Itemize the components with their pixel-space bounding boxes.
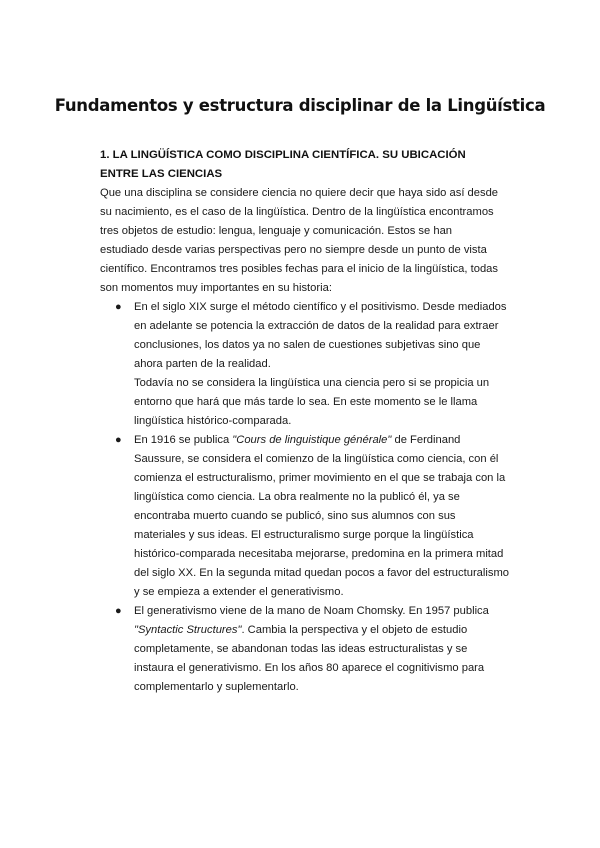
intro-paragraph: Que una disciplina se considere ciencia no quiere decir que haya sido así desde su nacimiento, es el caso de la lingüística. Dentro de la lingüística encontramos tres objetos de estudio: lengua, lenguaje y comunicación. Estos se han estudiado desde varias perspectivas pero no siempre desde un punto de vista científico. Encontramos tres posibles fechas para el inicio de la lingüística, todas son momentos muy importantes en su historia: (100, 187, 499, 294)
bullet-text: de Ferdinand Saussure, se considera el comienzo de la lingüística como ciencia, con él comienza el estructuralismo, primer movimiento en el que se trabaja con la lingüística como ciencia. La obra realmente no la publicó él, ya se encontraba muerto cuando se publicó, sino sus alumnos con sus materiales y sus ideas. El estructuralismo surge porque la lingüística histórico-comparada necesitaba mejorarse, predomina en la primera mitad del siglo XX. En la segunda mitad quedan pocos a favor del estructuralismo y se empieza a extender el generativismo. (134, 434, 509, 598)
section-heading: 1. LA LINGÜÍSTICA COMO DISCIPLINA CIENTÍFICA. SU UBICACIÓN ENTRE LAS CIENCIAS (100, 149, 466, 180)
bullet-list (100, 298, 510, 697)
bullet-dot-icon: ● (115, 605, 122, 617)
list-item (100, 431, 510, 602)
list-item (100, 602, 510, 697)
bullet-text: En 1916 se publica (134, 434, 233, 446)
document-title: Fundamentos y estructura disciplinar de la Lingüística (54, 96, 546, 115)
bullet-paragraph (134, 431, 510, 602)
bullet-dot-icon: ● (115, 434, 122, 446)
bullet-paragraph (134, 602, 510, 697)
bullet-paragraph: Todavía no se considera la lingüística una ciencia pero si se propicia un entorno que hará que más tarde lo sea. En este momento se le llama lingüística histórico-comparada. (134, 377, 490, 427)
book-title: "Syntactic Structures" (134, 624, 242, 636)
bullet-text: El generativismo viene de la mano de Noam Chomsky. En 1957 publica (134, 605, 489, 617)
bullet-paragraph: En el siglo XIX surge el método científico y el positivismo. Desde mediados en adelante se potencia la extracción de datos de la realidad para extraer conclusiones, los datos ya no salen de cuestiones subjetivas sino que ahora parten de la realidad. (134, 301, 507, 370)
bullet-dot-icon: ● (115, 301, 122, 313)
bullet-text: . Cambia la perspectiva y el objeto de estudio completamente, se abandonan todas las ideas estructuralistas y se instaura el generativismo. En los años 80 aparece el cognitivismo para complementarlo y suplementarlo. (134, 624, 485, 693)
book-title: "Cours de linguistique générale" (232, 434, 392, 446)
list-item (100, 298, 510, 431)
